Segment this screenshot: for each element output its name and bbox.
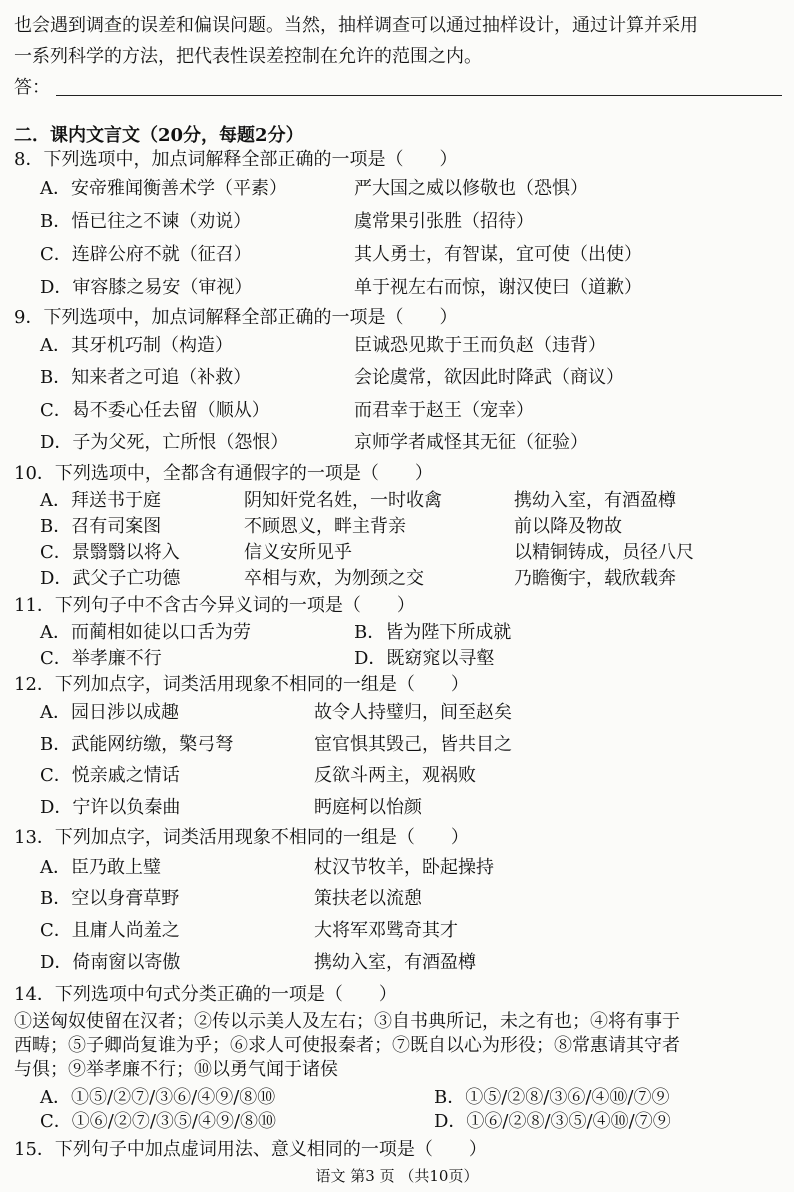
q14-body-line-3: 与俱；⑨举孝廉不行；⑩以勇气闻于诸侯: [14, 1059, 338, 1080]
answer-line: [56, 95, 782, 96]
question-14-stem: 14．下列选项中句式分类正确的一项是（ ）: [14, 984, 397, 1005]
question-10-stem: 10．下列选项中，全都含有通假字的一项是（ ）: [14, 463, 433, 484]
q13-option-d-right: 携幼入室，有酒盈樽: [314, 952, 476, 973]
q13-option-c-right: 大将军邓骘奇其才: [314, 920, 458, 941]
q12-option-b-right: 宦官惧其毁己，皆共目之: [314, 734, 512, 755]
question-12-stem: 12．下列加点字，词类活用现象不相同的一组是（ ）: [14, 674, 469, 695]
q10-option-c-col1: C．景翳翳以将入: [40, 542, 180, 563]
q10-option-a-col2: 阴知奸党名姓，一时收禽: [244, 490, 442, 511]
q12-option-d-right: 眄庭柯以怡颜: [314, 797, 422, 818]
q11-option-a: A．而蔺相如徒以口舌为劳: [40, 622, 251, 643]
q14-option-a: A．①⑤/②⑦/③⑥/④⑨/⑧⑩: [40, 1087, 276, 1108]
q13-option-a-left: A．臣乃敢上璧: [40, 857, 161, 878]
q13-option-b-left: B．空以身膏草野: [40, 888, 180, 909]
question-15-stem: 15．下列句子中加点虚词用法、意义相同的一项是（ ）: [14, 1139, 487, 1160]
q10-option-d-col3: 乃瞻衡宇，载欣载奔: [514, 568, 676, 589]
question-11-stem: 11．下列句子中不含古今异义词的一项是（ ）: [14, 595, 415, 616]
q9-option-c-right: 而君幸于赵王（宠幸）: [354, 400, 534, 421]
q10-option-d-col2: 卒相与欢，为刎颈之交: [244, 568, 424, 589]
q10-option-b-col2: 不顾恩义，畔主背亲: [244, 516, 406, 537]
question-8-stem: 8．下列选项中，加点词解释全部正确的一项是（ ）: [14, 149, 458, 170]
q10-option-a-col3: 携幼入室，有酒盈樽: [514, 490, 676, 511]
q8-option-d-right: 单于视左右而惊，谢汉使曰（道歉）: [354, 277, 642, 298]
answer-label: 答：: [14, 77, 50, 98]
q8-option-c-left: C．连辟公府不就（征召）: [40, 244, 252, 265]
q11-option-d: D．既窈窕以寻壑: [354, 648, 495, 669]
question-9-stem: 9．下列选项中，加点词解释全部正确的一项是（ ）: [14, 307, 458, 328]
q9-option-b-left: B．知来者之可追（补救）: [40, 367, 252, 388]
q12-option-d-left: D．宁许以负秦曲: [40, 797, 181, 818]
q12-option-c-left: C．悦亲戚之情话: [40, 765, 180, 786]
q13-option-d-left: D．倚南窗以寄傲: [40, 952, 181, 973]
q8-option-b-left: B．悟已往之不谏（劝说）: [40, 211, 252, 232]
q9-option-d-right: 京师学者咸怪其无征（征验）: [354, 432, 588, 453]
q13-option-c-left: C．且庸人尚羞之: [40, 920, 180, 941]
section-heading: 二．课内文言文（20分，每题2分）: [14, 125, 304, 146]
page-footer: 语文 第3 页 （共10页）: [315, 1167, 479, 1185]
q9-option-a-right: 臣诚恐见欺于王而负赵（违背）: [354, 335, 606, 356]
q14-option-c: C．①⑥/②⑦/③⑤/④⑨/⑧⑩: [40, 1111, 277, 1132]
q10-option-a-col1: A．拜送书于庭: [40, 490, 161, 511]
q8-option-d-left: D．审容膝之易安（审视）: [40, 277, 253, 298]
q8-option-a-left: A．安帝雅闻衡善术学（平素）: [40, 178, 287, 199]
q14-body-line-1: ①送匈奴使留在汉者；②传以示美人及左右；③自书典所记，未之有也；④将有事于: [14, 1011, 680, 1032]
q12-option-a-right: 故令人持璧归，间至赵矣: [314, 702, 512, 723]
q9-option-b-right: 会论虞常，欲因此时降武（商议）: [354, 367, 624, 388]
q9-option-c-left: C．曷不委心任去留（顺从）: [40, 400, 270, 421]
q10-option-d-col1: D．武父子亡功德: [40, 568, 181, 589]
q11-option-b: B．皆为陛下所成就: [354, 622, 512, 643]
q8-option-c-right: 其人勇士，有智谋，宜可使（出使）: [354, 244, 642, 265]
q14-body-line-2: 西畴；⑤子卿尚复谁为乎；⑥求人可使报秦者；⑦既自以心为形役；⑧常惠请其守者: [14, 1035, 680, 1056]
q10-option-c-col2: 信义安所见乎: [244, 542, 352, 563]
q10-option-b-col1: B．召有司案图: [40, 516, 162, 537]
q14-option-b: B．①⑤/②⑧/③⑥/④⑩/⑦⑨: [434, 1087, 670, 1108]
intro-line-1: 也会遇到调查的误差和偏误问题。当然，抽样调查可以通过抽样设计，通过计算并采用: [14, 15, 698, 36]
q12-option-b-left: B．武能网纺缴，檠弓弩: [40, 734, 234, 755]
q11-option-c: C．举孝廉不行: [40, 648, 162, 669]
q12-option-c-right: 反欲斗两主，观祸败: [314, 765, 476, 786]
q9-option-d-left: D．子为父死，亡所恨（怨恨）: [40, 432, 289, 453]
q12-option-a-left: A．园日涉以成趣: [40, 702, 179, 723]
intro-line-2: 一系列科学的方法，把代表性误差控制在允许的范围之内。: [14, 46, 482, 67]
q9-option-a-left: A．其牙机巧制（构造）: [40, 335, 233, 356]
q10-option-b-col3: 前以降及物故: [514, 516, 622, 537]
q13-option-b-right: 策扶老以流憩: [314, 888, 422, 909]
q13-option-a-right: 杖汉节牧羊，卧起操持: [314, 857, 494, 878]
q10-option-c-col3: 以精铜铸成，员径八尺: [514, 542, 694, 563]
q14-option-d: D．①⑥/②⑧/③⑤/④⑩/⑦⑨: [434, 1111, 671, 1132]
question-13-stem: 13．下列加点字，词类活用现象不相同的一组是（ ）: [14, 827, 469, 848]
q8-option-b-right: 虞常果引张胜（招待）: [354, 211, 534, 232]
q8-option-a-right: 严大国之威以修敬也（恐惧）: [354, 178, 588, 199]
